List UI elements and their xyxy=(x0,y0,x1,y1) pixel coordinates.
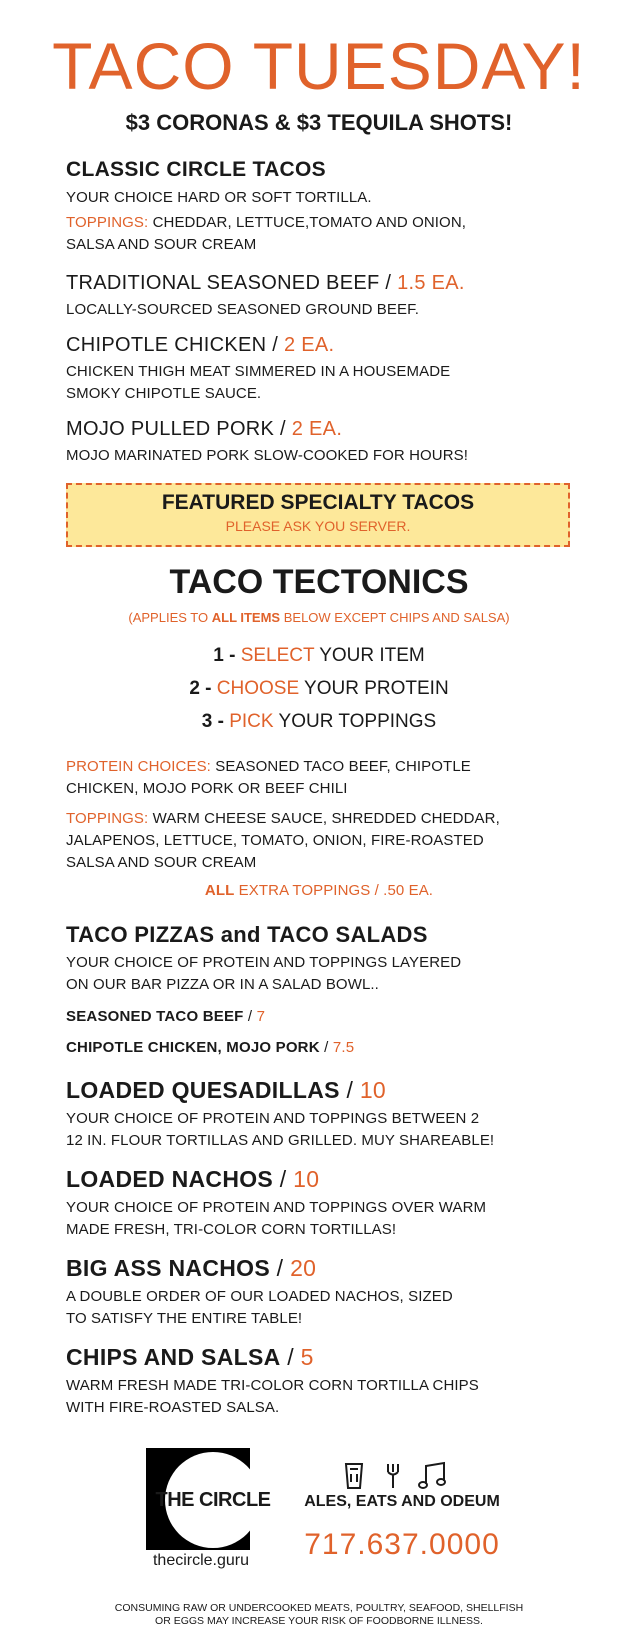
price-separator: / xyxy=(280,1344,301,1370)
pizzas-salads-heading: TACO PIZZAS and TACO SALADS xyxy=(66,922,428,947)
disclaimer-line: CONSUMING RAW OR UNDERCOOKED MEATS, POULTRY, SEAFOOD, SHELLFISH xyxy=(114,1602,524,1614)
item-description-2: TO SATISFY THE ENTIRE TABLE! xyxy=(66,1310,303,1327)
menu-item-heading xyxy=(66,1077,586,1104)
option-name: CHIPOTLE CHICKEN, MOJO PORK xyxy=(66,1039,320,1056)
item-description: YOUR CHOICE OF PROTEIN AND TOPPINGS BETWEEN 2 xyxy=(66,1110,480,1127)
price-separator: / xyxy=(319,1039,333,1056)
page-title: TACO TUESDAY! xyxy=(52,29,586,103)
icon-row xyxy=(344,1460,454,1492)
step-item xyxy=(0,711,638,733)
page-subtitle: $3 CORONAS & $3 TEQUILA SHOTS! xyxy=(125,110,513,135)
classic-tacos-heading: CLASSIC CIRCLE TACOS xyxy=(66,158,326,181)
tectonics-note xyxy=(0,610,638,625)
taco-item-heading xyxy=(66,334,586,357)
protein-choices-line xyxy=(66,756,586,778)
item-name: LOADED QUESADILLAS xyxy=(66,1077,340,1103)
taco-description: LOCALLY-SOURCED SEASONED GROUND BEEF. xyxy=(66,301,419,318)
classic-toppings-line xyxy=(66,212,586,234)
step-verb: SELECT xyxy=(240,645,315,666)
taco-price: 2 EA. xyxy=(283,334,335,356)
taco-name: TRADITIONAL SEASONED BEEF xyxy=(66,272,380,294)
item-name: LOADED NACHOS xyxy=(66,1166,274,1192)
pizzas-description-2: ON OUR BAR PIZZA OR IN A SALAD BOWL.. xyxy=(66,976,379,993)
item-description: A DOUBLE ORDER OF OUR LOADED NACHOS, SIZED xyxy=(66,1288,453,1305)
note-emphasis: ALL ITEMS xyxy=(211,610,281,625)
classic-toppings-text-2: SALSA AND SOUR CREAM xyxy=(66,236,257,253)
phone-number[interactable]: 717.637.0000 xyxy=(304,1528,500,1561)
item-price: 5 xyxy=(300,1344,314,1370)
toppings-label: TOPPINGS: xyxy=(66,810,149,827)
item-description: YOUR CHOICE OF PROTEIN AND TOPPINGS OVER WARM xyxy=(66,1199,487,1216)
toppings-text-2: JALAPENOS, LETTUCE, TOMATO, ONION, FIRE-ROASTED xyxy=(66,832,484,849)
extra-all: ALL xyxy=(204,882,235,899)
price-separator: / xyxy=(243,1008,257,1025)
menu-item-heading xyxy=(66,1255,586,1282)
pizza-option xyxy=(66,1008,586,1025)
item-description-2: WITH FIRE-ROASTED SALSA. xyxy=(66,1399,280,1416)
protein-label: PROTEIN CHOICES: xyxy=(66,758,211,775)
toppings-line xyxy=(66,808,586,830)
protein-text-2: CHICKEN, MOJO PORK OR BEEF CHILI xyxy=(66,780,348,797)
price-separator: / xyxy=(273,1166,294,1192)
logo-text: THE CIRCLE xyxy=(155,1488,271,1511)
taco-item-heading xyxy=(66,272,586,295)
price-separator: / xyxy=(269,1255,291,1281)
item-name: CHIPS AND SALSA xyxy=(66,1344,281,1370)
taco-description: MOJO MARINATED PORK SLOW-COOKED FOR HOURS! xyxy=(66,447,469,464)
taco-name: CHIPOTLE CHICKEN xyxy=(66,334,267,356)
website-url: thecircle.guru xyxy=(152,1552,250,1569)
step-number: 3 - xyxy=(201,711,230,732)
step-text: YOUR PROTEIN xyxy=(299,678,449,699)
item-description: WARM FRESH MADE TRI-COLOR CORN TORTILLA CHIPS xyxy=(66,1377,479,1394)
toppings-text-3: SALSA AND SOUR CREAM xyxy=(66,854,257,871)
taco-description: CHICKEN THIGH MEAT SIMMERED IN A HOUSEMADE xyxy=(66,363,451,380)
item-price: 20 xyxy=(290,1255,317,1281)
classic-toppings-text: CHEDDAR, LETTUCE,TOMATO AND ONION, xyxy=(148,214,467,231)
option-price: 7 xyxy=(256,1008,266,1025)
option-name: SEASONED TACO BEEF xyxy=(66,1008,244,1025)
item-description-2: MADE FRESH, TRI-COLOR CORN TORTILLAS! xyxy=(66,1221,397,1238)
taco-description-2: SMOKY CHIPOTLE SAUCE. xyxy=(66,385,262,402)
step-verb: PICK xyxy=(229,711,274,732)
disclaimer-line: OR EGGS MAY INCREASE YOUR RISK OF FOODBORNE ILLNESS. xyxy=(155,1615,483,1627)
beer-mug-icon xyxy=(346,1464,362,1488)
featured-note: PLEASE ASK YOU SERVER. xyxy=(225,518,411,534)
option-price: 7.5 xyxy=(332,1039,355,1056)
disclaimer xyxy=(0,1602,638,1628)
item-price: 10 xyxy=(359,1077,387,1103)
featured-specialty-box xyxy=(66,483,570,547)
extra-text: EXTRA TOPPINGS / .50 EA. xyxy=(234,882,434,899)
step-item xyxy=(0,678,638,700)
price-separator: / xyxy=(339,1077,360,1103)
fork-icon xyxy=(388,1464,398,1488)
taco-item-heading xyxy=(66,418,586,441)
pizzas-description: YOUR CHOICE OF PROTEIN AND TOPPINGS LAYERED xyxy=(66,954,462,971)
price-separator: / xyxy=(266,334,284,356)
step-verb: CHOOSE xyxy=(216,678,300,699)
step-number: 2 - xyxy=(189,678,217,699)
step-text: YOUR TOPPINGS xyxy=(273,711,437,732)
item-description-2: 12 IN. FLOUR TORTILLAS AND GRILLED. MUY SHAREABLE! xyxy=(66,1132,495,1149)
toppings-text: WARM CHEESE SAUCE, SHREDDED CHEDDAR, xyxy=(148,810,500,827)
price-separator: / xyxy=(379,272,398,294)
extra-toppings-price xyxy=(0,880,638,902)
step-item xyxy=(0,645,638,667)
tagline: ALES, EATS AND ODEUM xyxy=(304,1493,500,1510)
classic-toppings-label: TOPPINGS: xyxy=(66,214,149,231)
tectonics-heading: TACO TECTONICS xyxy=(169,563,469,601)
note-text: (APPLIES TO xyxy=(128,610,212,625)
taco-price: 1.5 EA. xyxy=(397,272,465,294)
menu-item-heading xyxy=(66,1344,586,1371)
step-text: YOUR ITEM xyxy=(314,645,425,666)
protein-text: SEASONED TACO BEEF, CHIPOTLE xyxy=(210,758,471,775)
taco-price: 2 EA. xyxy=(291,418,343,440)
pizza-option xyxy=(66,1039,586,1056)
music-note-icon xyxy=(419,1463,445,1488)
item-name: BIG ASS NACHOS xyxy=(66,1255,270,1281)
logo xyxy=(155,1452,271,1548)
taco-name: MOJO PULLED PORK xyxy=(66,418,275,440)
classic-tacos-description: YOUR CHOICE HARD OR SOFT TORTILLA. xyxy=(66,189,372,206)
item-price: 10 xyxy=(293,1166,320,1192)
menu-item-heading xyxy=(66,1166,586,1193)
note-text: BELOW EXCEPT CHIPS AND SALSA) xyxy=(280,610,510,625)
step-number: 1 - xyxy=(213,645,241,666)
featured-heading: FEATURED SPECIALTY TACOS xyxy=(161,491,475,514)
price-separator: / xyxy=(274,418,292,440)
